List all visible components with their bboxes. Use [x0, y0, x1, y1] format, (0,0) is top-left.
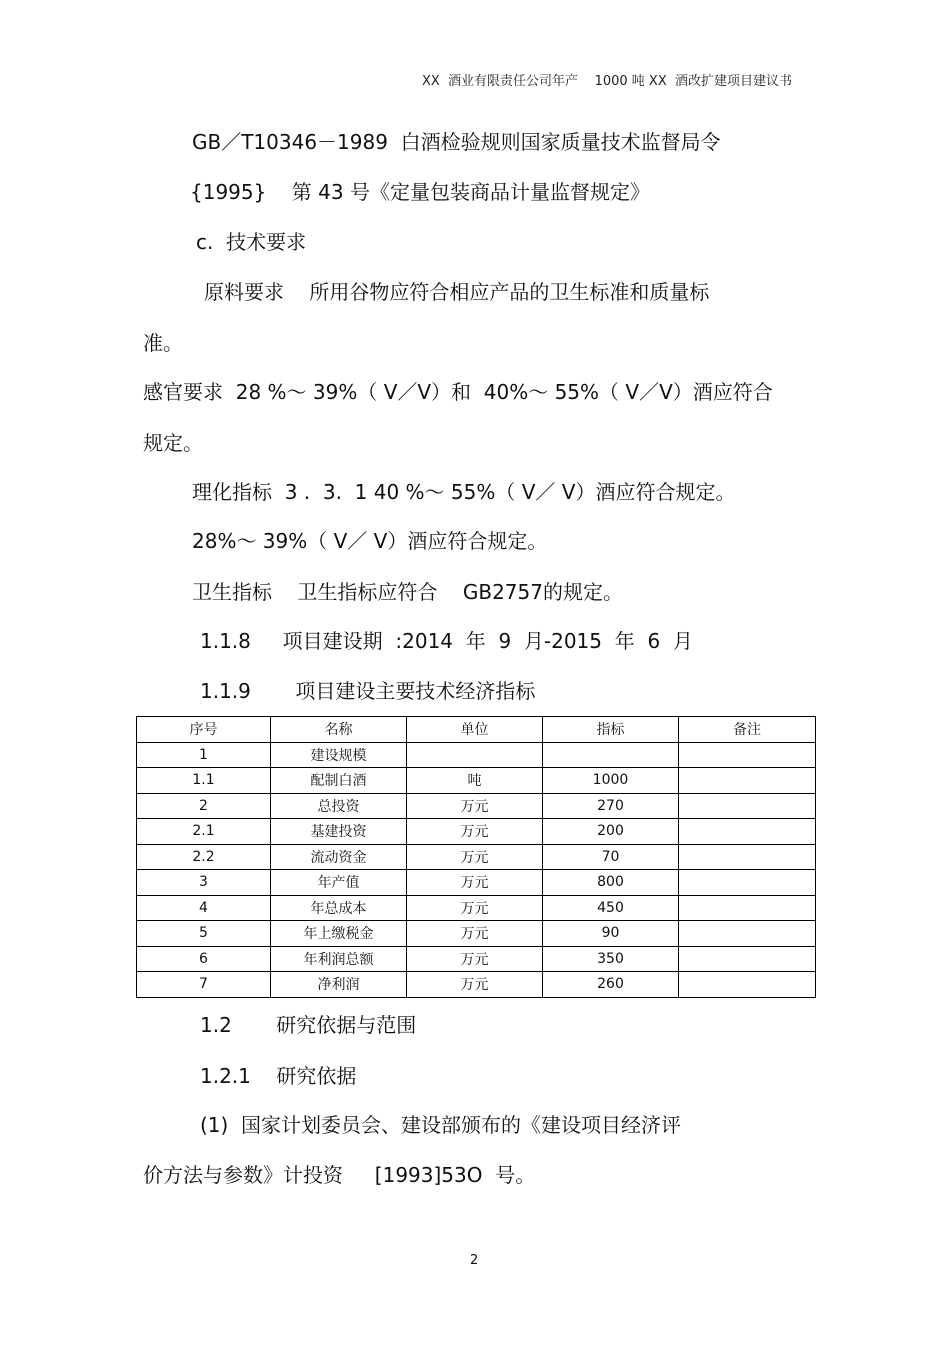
header-cell-name: 名称 [271, 717, 407, 743]
table-row [137, 972, 816, 998]
standard-line-1: GB／T10346－1989 白酒检验规则国家质量技术监督局令 [192, 130, 721, 154]
cell-remark [679, 793, 816, 819]
section-1-1-8: 1.1.8 项目建设期 :2014 年 9 月-2015 年 6 月 [200, 629, 693, 653]
table-row [137, 793, 816, 819]
basis-item-1-cont: 价方法与参数》计投资 [1993]53O 号。 [143, 1163, 536, 1187]
cell-unit: 吨 [407, 768, 543, 794]
cell-unit: 万元 [407, 793, 543, 819]
cell-name: 年总成本 [271, 895, 407, 921]
cell-unit: 万元 [407, 895, 543, 921]
table-row [137, 870, 816, 896]
table-row [137, 921, 816, 947]
header-cell-value: 指标 [543, 717, 679, 743]
cell-index: 4 [137, 895, 271, 921]
cell-name: 年上缴税金 [271, 921, 407, 947]
cell-remark [679, 768, 816, 794]
cell-index: 5 [137, 921, 271, 947]
section-1-2-1-heading: 1.2.1 研究依据 [200, 1064, 357, 1088]
physicochemical-indicator-2: 28%～ 39%（ V／ V）酒应符合规定。 [192, 529, 548, 553]
cell-unit: 万元 [407, 946, 543, 972]
table-header-row [137, 717, 816, 743]
cell-value: 260 [543, 972, 679, 998]
cell-unit: 万元 [407, 921, 543, 947]
raw-material-requirement: 原料要求 所用谷物应符合相应产品的卫生标准和质量标 [204, 280, 710, 304]
cell-remark [679, 972, 816, 998]
sensory-requirement-cont: 规定。 [143, 431, 203, 455]
cell-index: 2.2 [137, 844, 271, 870]
cell-index: 1.1 [137, 768, 271, 794]
cell-value: 450 [543, 895, 679, 921]
table-row [137, 844, 816, 870]
cell-value: 350 [543, 946, 679, 972]
cell-index: 6 [137, 946, 271, 972]
table-row [137, 895, 816, 921]
physicochemical-indicator: 理化指标 3 . 3. 1 40 %～ 55%（ V／ V）酒应符合规定。 [192, 480, 736, 504]
header-cell-index: 序号 [137, 717, 271, 743]
cell-name: 年产值 [271, 870, 407, 896]
cell-index: 7 [137, 972, 271, 998]
cell-value: 800 [543, 870, 679, 896]
table-row [137, 768, 816, 794]
cell-index: 3 [137, 870, 271, 896]
raw-material-requirement-cont: 准。 [143, 331, 183, 355]
cell-remark [679, 819, 816, 845]
standard-line-2: {1995} 第 43 号《定量包装商品计量监督规定》 [190, 180, 650, 204]
cell-remark [679, 895, 816, 921]
cell-value [543, 742, 679, 768]
cell-name: 基建投资 [271, 819, 407, 845]
cell-value: 200 [543, 819, 679, 845]
cell-value: 90 [543, 921, 679, 947]
cell-remark [679, 844, 816, 870]
cell-name: 总投资 [271, 793, 407, 819]
cell-name: 年利润总额 [271, 946, 407, 972]
section-1-2-heading: 1.2 研究依据与范围 [200, 1013, 417, 1037]
tech-requirements-heading: c. 技术要求 [196, 230, 307, 254]
header-cell-unit: 单位 [407, 717, 543, 743]
cell-remark [679, 946, 816, 972]
cell-remark [679, 921, 816, 947]
cell-value: 1000 [543, 768, 679, 794]
cell-name: 配制白酒 [271, 768, 407, 794]
basis-item-1: (1) 国家计划委员会、建设部颁布的《建设项目经济评 [200, 1113, 682, 1137]
cell-unit: 万元 [407, 819, 543, 845]
table-row [137, 742, 816, 768]
cell-value: 270 [543, 793, 679, 819]
header-cell-remark: 备注 [679, 717, 816, 743]
cell-unit: 万元 [407, 972, 543, 998]
sensory-requirement: 感官要求 28 %～ 39%（ V／V）和 40%～ 55%（ V／V）酒应符合 [143, 380, 773, 404]
cell-index: 1 [137, 742, 271, 768]
cell-name: 净利润 [271, 972, 407, 998]
cell-index: 2.1 [137, 819, 271, 845]
cell-remark [679, 870, 816, 896]
page-number: 2 [470, 1253, 479, 1268]
key-indicators-table [136, 716, 816, 998]
cell-unit: 万元 [407, 844, 543, 870]
cell-name: 流动资金 [271, 844, 407, 870]
cell-unit: 万元 [407, 870, 543, 896]
cell-name: 建设规模 [271, 742, 407, 768]
section-1-1-9-heading: 1.1.9 项目建设主要技术经济指标 [200, 679, 536, 703]
table-row [137, 819, 816, 845]
page-header: XX 酒业有限责任公司年产 1000 吨 XX 酒改扩建项目建议书 [421, 74, 792, 89]
cell-index: 2 [137, 793, 271, 819]
cell-value: 70 [543, 844, 679, 870]
cell-unit [407, 742, 543, 768]
hygiene-indicator: 卫生指标 卫生指标应符合 GB2757的规定。 [192, 580, 623, 604]
table-row [137, 946, 816, 972]
cell-remark [679, 742, 816, 768]
